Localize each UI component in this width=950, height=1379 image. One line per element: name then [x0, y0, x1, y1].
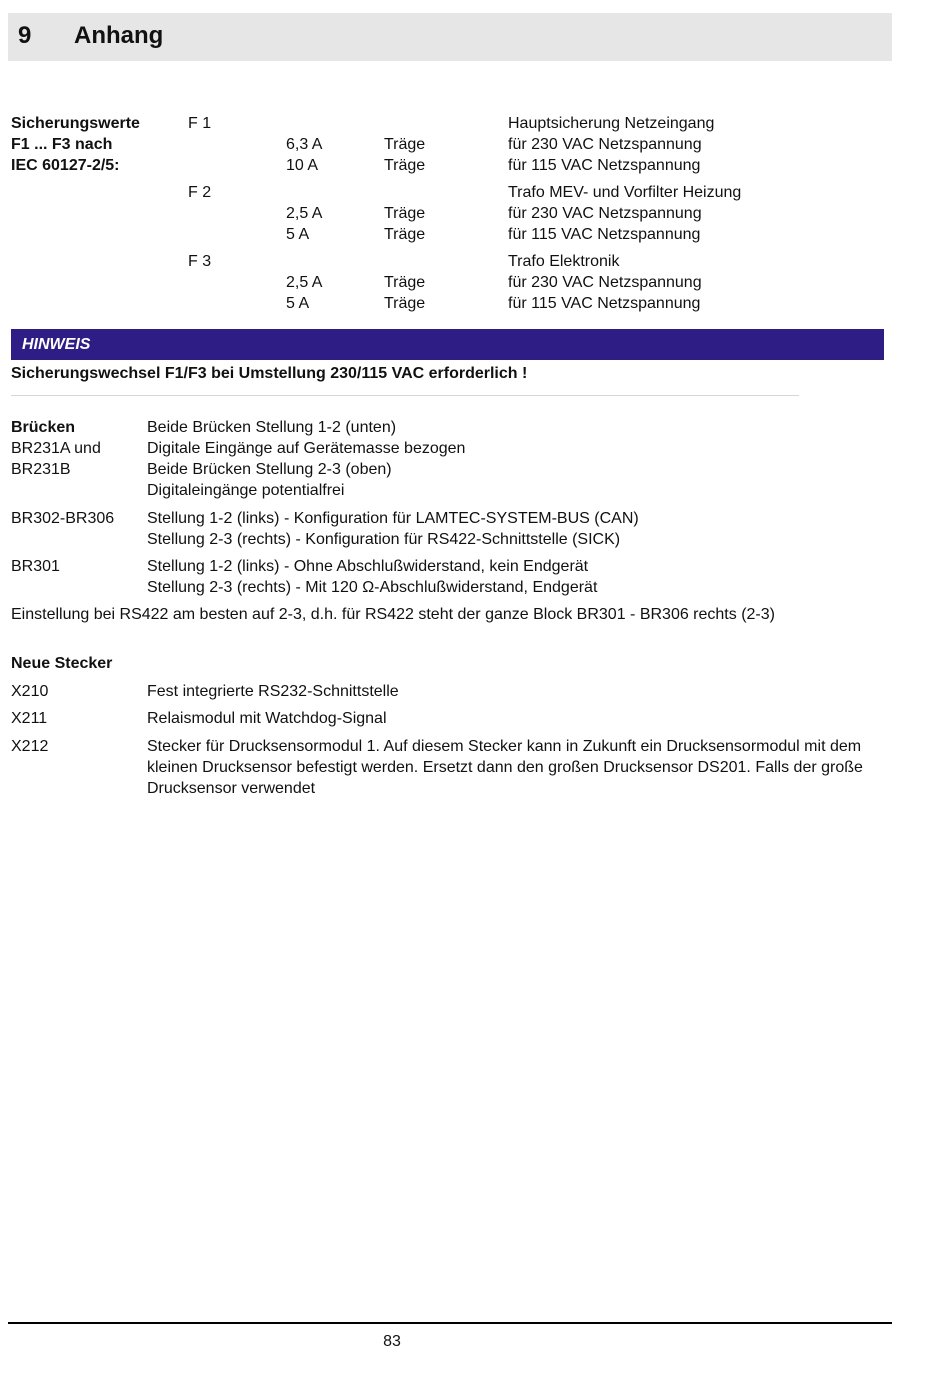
fuse-usage: für 230 VAC Netzspannung [508, 274, 702, 291]
bridge-text: Beide Brücken Stellung 2-3 (oben) [147, 461, 392, 478]
fuse-value: 10 A [286, 157, 319, 174]
connector-text: Stecker für Drucksensormodul 1. Auf diesem Stecker kann in Zukunft ein Drucksensormodul mit dem kleinen Drucksensor befestigt werden. Ersetzt dann den großen Drucksensor DS201. Falls der große Drucksensor verwendet [147, 738, 863, 797]
bridge-label: BR301 [11, 558, 60, 575]
bridge-text: Stellung 1-2 (links) - Ohne Abschlußwiderstand, kein Endgerät [147, 558, 589, 575]
fuse-type: Träge [384, 226, 426, 243]
fuse-value: 2,5 A [286, 274, 323, 291]
fuse-type: Träge [384, 274, 426, 291]
note-label: HINWEIS [22, 336, 91, 353]
fuse-usage: für 115 VAC Netzspannung [508, 226, 701, 243]
page-number: 83 [383, 1333, 401, 1350]
fuse-type: Träge [384, 205, 426, 222]
fuse-id: F 3 [188, 253, 212, 270]
fuse-usage: für 115 VAC Netzspannung [508, 157, 701, 174]
note-banner [11, 329, 884, 360]
bridge-text: Stellung 2-3 (rechts) - Mit 120 Ω-Abschlußwiderstand, Endgerät [147, 579, 598, 596]
fuse-usage: für 230 VAC Netzspannung [508, 136, 702, 153]
bridge-text: Stellung 1-2 (links) - Konfiguration für LAMTEC-SYSTEM-BUS (CAN) [147, 510, 639, 527]
fuse-type: Träge [384, 295, 426, 312]
fuse-value: 6,3 A [286, 136, 323, 153]
fuse-description: Hauptsicherung Netzeingang [508, 115, 715, 132]
fuse-id: F 1 [188, 115, 212, 132]
bridge-text: Digitale Eingänge auf Gerätemasse bezogen [147, 440, 466, 457]
connector-id: X212 [11, 738, 49, 755]
note-text: Sicherungswechsel F1/F3 bei Umstellung 230/115 VAC erforderlich ! [11, 365, 528, 382]
chapter-header [8, 13, 892, 61]
connector-id: X211 [11, 710, 48, 727]
bridge-label: BR231B [11, 461, 71, 478]
connector-id: X210 [11, 683, 49, 700]
fuse-value: 5 A [286, 226, 310, 243]
bridges-heading: Brücken [11, 419, 76, 436]
chapter-title: Anhang [74, 22, 164, 49]
fuse-description: Trafo MEV- und Vorfilter Heizung [508, 184, 742, 201]
connector-text: Relaismodul mit Watchdog-Signal [147, 710, 387, 727]
bridge-text: Stellung 2-3 (rechts) - Konfiguration für RS422-Schnittstelle (SICK) [147, 531, 621, 548]
note-divider [11, 395, 799, 396]
fuse-usage: für 230 VAC Netzspannung [508, 205, 702, 222]
fuse-id: F 2 [188, 184, 212, 201]
fuse-type: Träge [384, 136, 426, 153]
bridge-label: BR302-BR306 [11, 510, 115, 527]
fuse-description: Trafo Elektronik [508, 253, 620, 270]
bridge-text: Beide Brücken Stellung 1-2 (unten) [147, 419, 397, 436]
fuse-label-line: F1 ... F3 nach [11, 136, 113, 153]
fuse-label-line: IEC 60127-2/5: [11, 157, 120, 174]
footer-rule [8, 1322, 892, 1324]
fuse-value: 5 A [286, 295, 310, 312]
bridge-text: Digitaleingänge potentialfrei [147, 482, 345, 499]
fuse-label-line: Sicherungswerte [11, 115, 140, 132]
fuse-usage: für 115 VAC Netzspannung [508, 295, 701, 312]
fuse-value: 2,5 A [286, 205, 323, 222]
connectors-heading: Neue Stecker [11, 655, 113, 672]
rs422-note: Einstellung bei RS422 am besten auf 2-3, d.h. für RS422 steht der ganze Block BR301 - BR306 rechts (2-3) [11, 606, 775, 623]
fuse-type: Träge [384, 157, 426, 174]
bridge-label: BR231A und [11, 440, 101, 457]
chapter-number: 9 [18, 22, 32, 49]
connector-text: Fest integrierte RS232-Schnittstelle [147, 683, 399, 700]
